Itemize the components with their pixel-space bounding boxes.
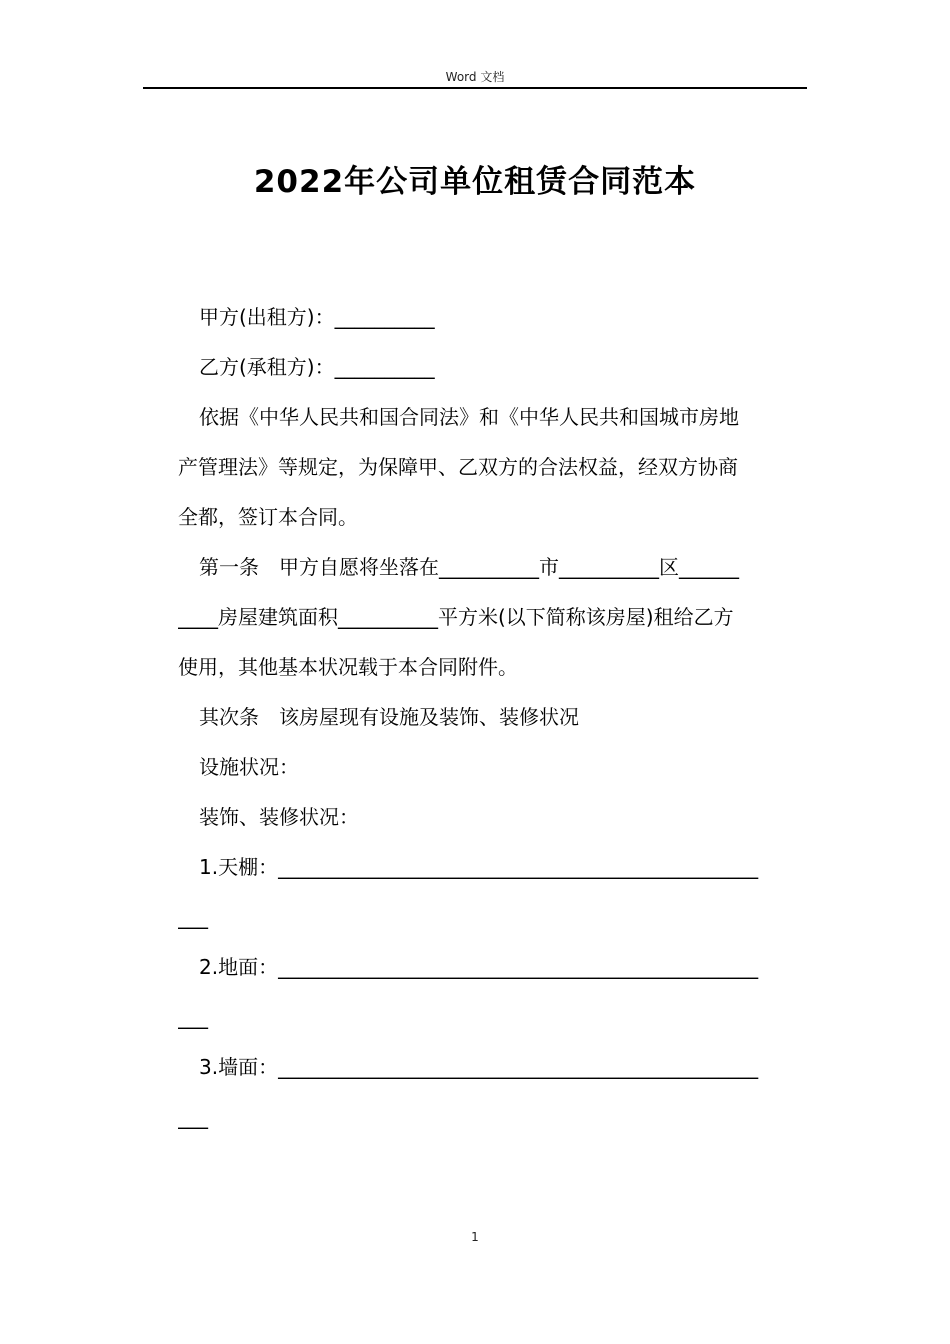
paragraph-basis-line-3: 全都，签订本合同。 (178, 505, 358, 529)
paragraph-basis-line-1: 依据《中华人民共和国合同法》和《中华人民共和国城市房地 (199, 405, 739, 429)
header-divider (143, 87, 807, 89)
article-1-line-3: 使用，其他基本状况载于本合同附件。 (178, 655, 518, 679)
floor-field-continued: ___ (178, 1005, 208, 1029)
facilities-status: 设施状况： (199, 755, 299, 779)
paragraph-basis-line-2: 产管理法》等规定，为保障甲、乙双方的合法权益，经双方协商 (178, 455, 738, 479)
document-body (178, 292, 804, 1142)
article-1-line-2: ____房屋建筑面积__________平方米(以下简称该房屋)租给乙方 (178, 605, 734, 629)
wall-field-continued: ___ (178, 1105, 208, 1129)
page-header: Word 文档 (445, 70, 505, 84)
decoration-status: 装饰、装修状况： (199, 805, 359, 829)
article-1-line-1: 第一条 甲方自愿将坐落在__________市__________区______ (199, 555, 739, 579)
floor-field: 2.地面：________________________________________________ (199, 955, 759, 979)
paragraph-party-a: 甲方(出租方)：__________ (199, 305, 435, 329)
ceiling-field-continued: ___ (178, 905, 208, 929)
ceiling-field: 1.天棚：________________________________________________ (199, 855, 759, 879)
paragraph-party-b: 乙方(承租方)：__________ (199, 355, 435, 379)
article-2-heading: 其次条 该房屋现有设施及装饰、装修状况 (199, 705, 579, 729)
wall-field: 3.墙面：________________________________________________ (199, 1055, 759, 1079)
document-title: 2022年公司单位租赁合同范本 (253, 164, 697, 200)
page-number: 1 (471, 1230, 479, 1244)
